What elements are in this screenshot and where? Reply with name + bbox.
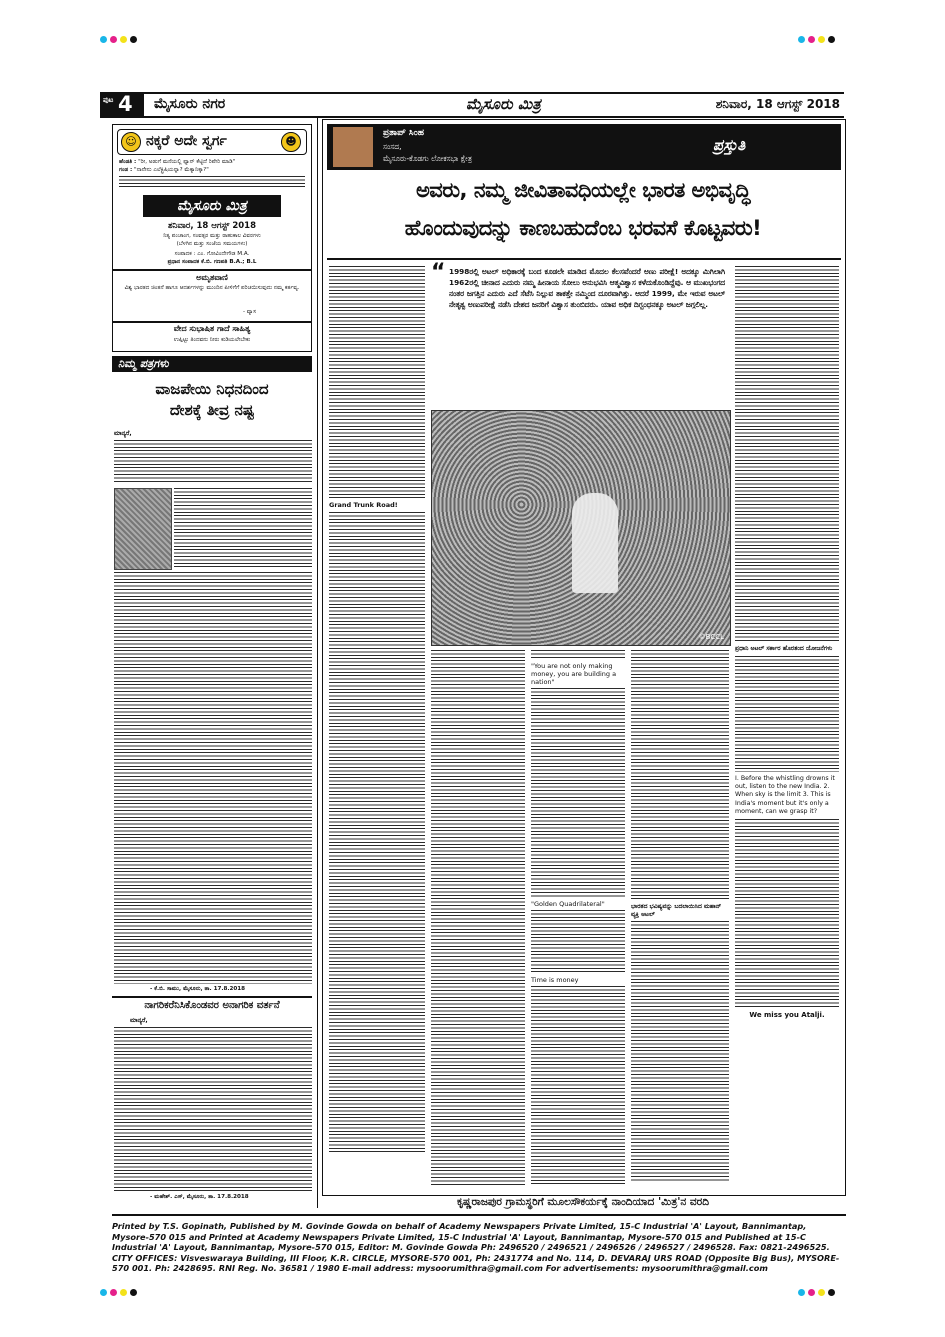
letter-headline-2: ದೇಶಕ್ಕೆ ತೀವ್ರ ನಷ್ಟ xyxy=(169,401,255,419)
masthead xyxy=(100,92,844,118)
headline-line-2: ಹೊಂದುವುದನ್ನು ಕಾಣಬಹುದೆಂಬ ಭರವಸೆ ಕೊಟ್ಟವರು! xyxy=(404,216,762,240)
veda-text: ಉಪ್ಪಿಟ್ಟು ತಿಂದವನು ನೀರು ಕುಡಿಯಲೇಬೇಕು xyxy=(173,337,251,343)
page-number-badge xyxy=(100,94,144,116)
humor-line-2: ಗಂಡ : "ನಾನೇನು ಎಲೆಕ್ಟ್ರಿಷಿಯನ್ನಾ? ಮೆಕ್ಯಾನಿಕ್ಕಾ?" xyxy=(119,167,209,173)
amrita-title: ಅಮೃತವಾಣಿ xyxy=(196,273,228,282)
info-line-1: ನಿತ್ಯ ಪಂಚಾಂಗ, ಸಂವತ್ಸರ ಮತ್ತು ರಾಹುಕಾಲ ವಿವರಗಳು xyxy=(163,233,261,239)
poem-quote: I. Before the whistling drowns it out, listen to the new India. 2. When sky is the limit 3. This is India's moment but it's only a moment, can we grasp it? xyxy=(735,775,835,815)
author-role: ಸಂಸದ, xyxy=(383,142,402,151)
english-quote-1: "You are not only making money, you are building a nation" xyxy=(531,662,617,686)
humor-header xyxy=(117,129,307,155)
imprint-footer: Printed by T.S. Gopinath, Published by M. Govinde Gowda on behalf of Academy Newspapers Private Limited, 15-C Industrial 'A' Layout, Bannimantap, Mysore-570 015 and Printed at Academy Newspapers Private Limited, 15-C Industrial 'A' Layout, Bannimantap, Mysore-570 015 and Published at 15-C Industrial 'A' Layout, Bannimantap, Mysore-570 015, Editor: M. Govinde Gowda Ph: 2496520 / 2496521 / 2496526 / 2496527 / 2496528. Fax: 0821-2496525. CITY OFFICES: Visveswaraya Building, III Floor, K.R. CIRCLE, MYSORE-570 001, Ph: 2431774 and No. 114, D. DEVARAJ URS ROAD (Opposite Big Bus), MYSORE-570 001. Ph: 2428695. RNI Reg. No. 36581 / 1980 E-mail address: mysoorumithra@gmail.com For advertisements: mysoorumithra@gmail.com xyxy=(112,1221,840,1273)
registration-marks-top-left xyxy=(100,36,137,43)
photo-credit: ©BCCL xyxy=(698,633,724,641)
laughing-face-icon: ☺ xyxy=(121,132,141,152)
cartoon-icon: ☻ xyxy=(281,132,301,152)
letter-headline-3: ನಾಗರಿಕರೆನಿಸಿಕೊಂಡವರ ಅನಾಗರಿಕ ವರ್ತನೆ xyxy=(144,1000,280,1011)
letters-banner-text: ನಿಮ್ಮ ಪತ್ರಗಳು xyxy=(118,357,169,370)
info-paper-name: ಮೈಸೂರು ಮಿತ್ರ xyxy=(177,198,247,214)
subheading-2: ಭಾರತದ ಭವಿಷ್ಯವನ್ನು ಬದಲಾಯಿಸಿದ ಮಹಾನ್ ವ್ಯಕ್ತಿ ಅಟಲ್ xyxy=(631,903,722,918)
column-divider xyxy=(317,118,318,1208)
letter-signature-2: - ಮಹೇಶ್. ಎಸ್, ಮೈಸೂರು, ತಾ. 17.8.2018 xyxy=(150,1194,249,1200)
section-title: ಮೈಸೂರು ನಗರ xyxy=(154,96,226,112)
author-header xyxy=(327,124,841,170)
humor-text-block xyxy=(119,176,305,188)
letter-body-2 xyxy=(114,1027,312,1191)
pm-subheading: ಪ್ರಧಾನಿ ಅಟಲ್ ಸರ್ಕಾರ ಹೊರತಂದ ಯೋಜನೆಗಳು xyxy=(735,645,833,652)
author-photo xyxy=(333,127,373,167)
letter-salutation: ಮಾನ್ಯರೆ, xyxy=(114,430,132,437)
subheading: Grand Trunk Road! xyxy=(329,501,398,509)
body-column-2 xyxy=(431,650,525,1186)
registration-marks-bottom-left xyxy=(100,1289,137,1296)
author-name: ಪ್ರತಾಪ್ ಸಿಂಹ xyxy=(383,128,424,138)
letter-signature-1: - ಕೆ.ಬಿ. ಸಾಮು, ಮೈಸೂರು, ತಾ. 17.8.2018 xyxy=(150,986,246,992)
footer-rule xyxy=(112,1214,846,1216)
headline-line-1: ಅವರು, ನಮ್ಮ ಜೀವಿತಾವಧಿಯಲ್ಲೇ ಭಾರತ ಅಭಿವೃದ್ಧಿ xyxy=(415,178,751,202)
pull-quote xyxy=(431,260,727,400)
registration-marks-top-right xyxy=(798,36,835,43)
closing-line: We miss you Atalji. xyxy=(749,1011,825,1020)
letter-salutation-2: ಮಾನ್ಯರೆ, xyxy=(130,1017,148,1024)
info-paper-banner xyxy=(143,195,281,217)
info-editor: ಸಂಪಾದಕ : ಎಂ. ಗೋವಿಂದೇಗೌಡ M.A. xyxy=(174,251,250,257)
humor-line-1: ಹೆಂಡತಿ : "ರೀ, ಅಡುಗೆ ಮನೆಯಲ್ಲಿ ಫ್ಯಾನ್ ಕೆಟ್ಟಿದೆ ರಿಪೇರಿ ಮಾಡಿ" xyxy=(119,159,236,165)
vajpayee-photo xyxy=(114,488,172,570)
humor-title: ನಕ್ಕರೆ ಅದೇ ಸ್ವರ್ಗ xyxy=(146,133,227,149)
letter-body-wrap xyxy=(174,488,312,568)
english-quote-3: Time is money xyxy=(531,976,579,984)
body-column-3 xyxy=(531,650,625,1186)
headline-rule xyxy=(327,258,841,260)
registration-marks-bottom-right xyxy=(798,1289,835,1296)
english-quote-2: "Golden Quadrilateral" xyxy=(531,900,605,908)
divider xyxy=(113,321,311,323)
info-date: ಶನಿವಾರ, 18 ಆಗಸ್ಟ್ 2018 xyxy=(167,221,257,231)
body-column-4 xyxy=(631,650,729,1186)
issue-date: ಶನಿವಾರ, 18 ಆಗಸ್ಟ್ 2018 xyxy=(715,97,840,111)
veda-title: ವೇದ ಸುಭಾಷಿತ ಗಾದೆ ಸಾಹಿತ್ಯ xyxy=(173,324,251,333)
letters-banner xyxy=(112,356,312,372)
body-column-1 xyxy=(329,266,425,1186)
quote-mark-icon: “ xyxy=(431,260,446,285)
info-publisher: ಪ್ರಧಾನ ಸಂಪಾದಕ ಕೆ.ಬಿ. ಗಣಪತಿ B.A.; B.L xyxy=(167,259,257,265)
page-number: 4 xyxy=(118,92,133,116)
letter-body-top xyxy=(114,440,312,484)
bottom-story-headline: ಕೃಷ್ಣರಾಜಪುರ ಗ್ರಾಮಸ್ಥರಿಗೆ ಮೂಲಸೌಕರ್ಯಕ್ಕೆ ನಾಂದಿಯಾದ 'ಮಿತ್ರ'ನ ವರದಿ xyxy=(456,1196,709,1208)
body-column-right xyxy=(735,266,839,1186)
page-label: ಪುಟ xyxy=(103,96,114,104)
pull-quote-text: 1998ರಲ್ಲಿ ಅಟಲ್ ಅಧಿಕಾರಕ್ಕೆ ಬಂದ ಕೂಡಲೇ ಮಾಡಿದ ಮೊದಲ ಕೆಲಸವೆಂದರೆ ಅಣು ಪರೀಕ್ಷೆ! ಅದಕ್ಕೂ ಮಿಗಿಲಾಗಿ 1962ರಲ್ಲಿ ಚೀನಾದ ಎದುರು ನಮ್ಮ ಹೀನಾಯ ಸೋಲು ಅನುಭವಿಸಿ ಆತ್ಮವಿಶ್ವಾಸ ಕಳೆದುಕೊಂಡಿದ್ದೆವು. ಆ ಮುಖಭಂಗದ ನಂತರ ಜಗತ್ತಿನ ಎದುರು ಎದೆ ಸೆಟೆಸಿ ನಿಲ್ಲುವ ತಾಕತ್ತೇ ನಮ್ಮಿಂದ ದೂರವಾಗಿತ್ತು. ಆದರೆ 1999, ಮೇ ಇರುವ ಅಟಲ್ ನೇತೃತ್ವ ಅಣುಪರೀಕ್ಷೆ ನಡೆಸಿ ದೇಶದ ಜನರಿಗೆ ವಿಶ್ವಾಸ ತುಂಬಿದರು. ಯಾವ ಅಧಿಕ ದಿಗ್ಬಂಧನಕ್ಕೂ ಅಟಲ್ ಜಗ್ಗಲಿಲ್ಲ. xyxy=(449,267,725,310)
amrita-text: ವಿಶ್ವ ಭಾರತದ ಚಿಂತನೆ ಹಾಗೂ ಆದರ್ಶಗಳನ್ನು ಮುಂದಿನ ಪೀಳಿಗೆಗೆ ಪರಿಚಯಿಸುವುದು ನಮ್ಮ ಕರ್ತವ್ಯ. xyxy=(124,285,300,291)
column-name: ಪ್ರಸ್ತುತಿ xyxy=(713,136,746,154)
crowd-photo xyxy=(431,410,731,646)
amrita-author: - ವ್ಯಾಸ xyxy=(243,309,257,315)
vajpayee-figure xyxy=(572,493,618,593)
info-line-2: (ಬೆಳಗಿನ ಮತ್ತು ಸಂಜೆಯ ಸಮಯಗಳು) xyxy=(176,241,248,247)
divider xyxy=(113,269,311,271)
author-seat: ಮೈಸೂರು-ಕೊಡಗು ಲೋಕಸಭಾ ಕ್ಷೇತ್ರ xyxy=(383,154,473,163)
humor-box xyxy=(112,124,312,352)
main-article xyxy=(322,119,846,1196)
letter-headline-1: ವಾಜಪೇಯಿ ನಿಧನದಿಂದ xyxy=(155,380,269,398)
letter-body xyxy=(114,572,312,984)
paper-title: ಮೈಸೂರು ಮಿತ್ರ xyxy=(466,95,541,113)
divider xyxy=(112,996,312,998)
